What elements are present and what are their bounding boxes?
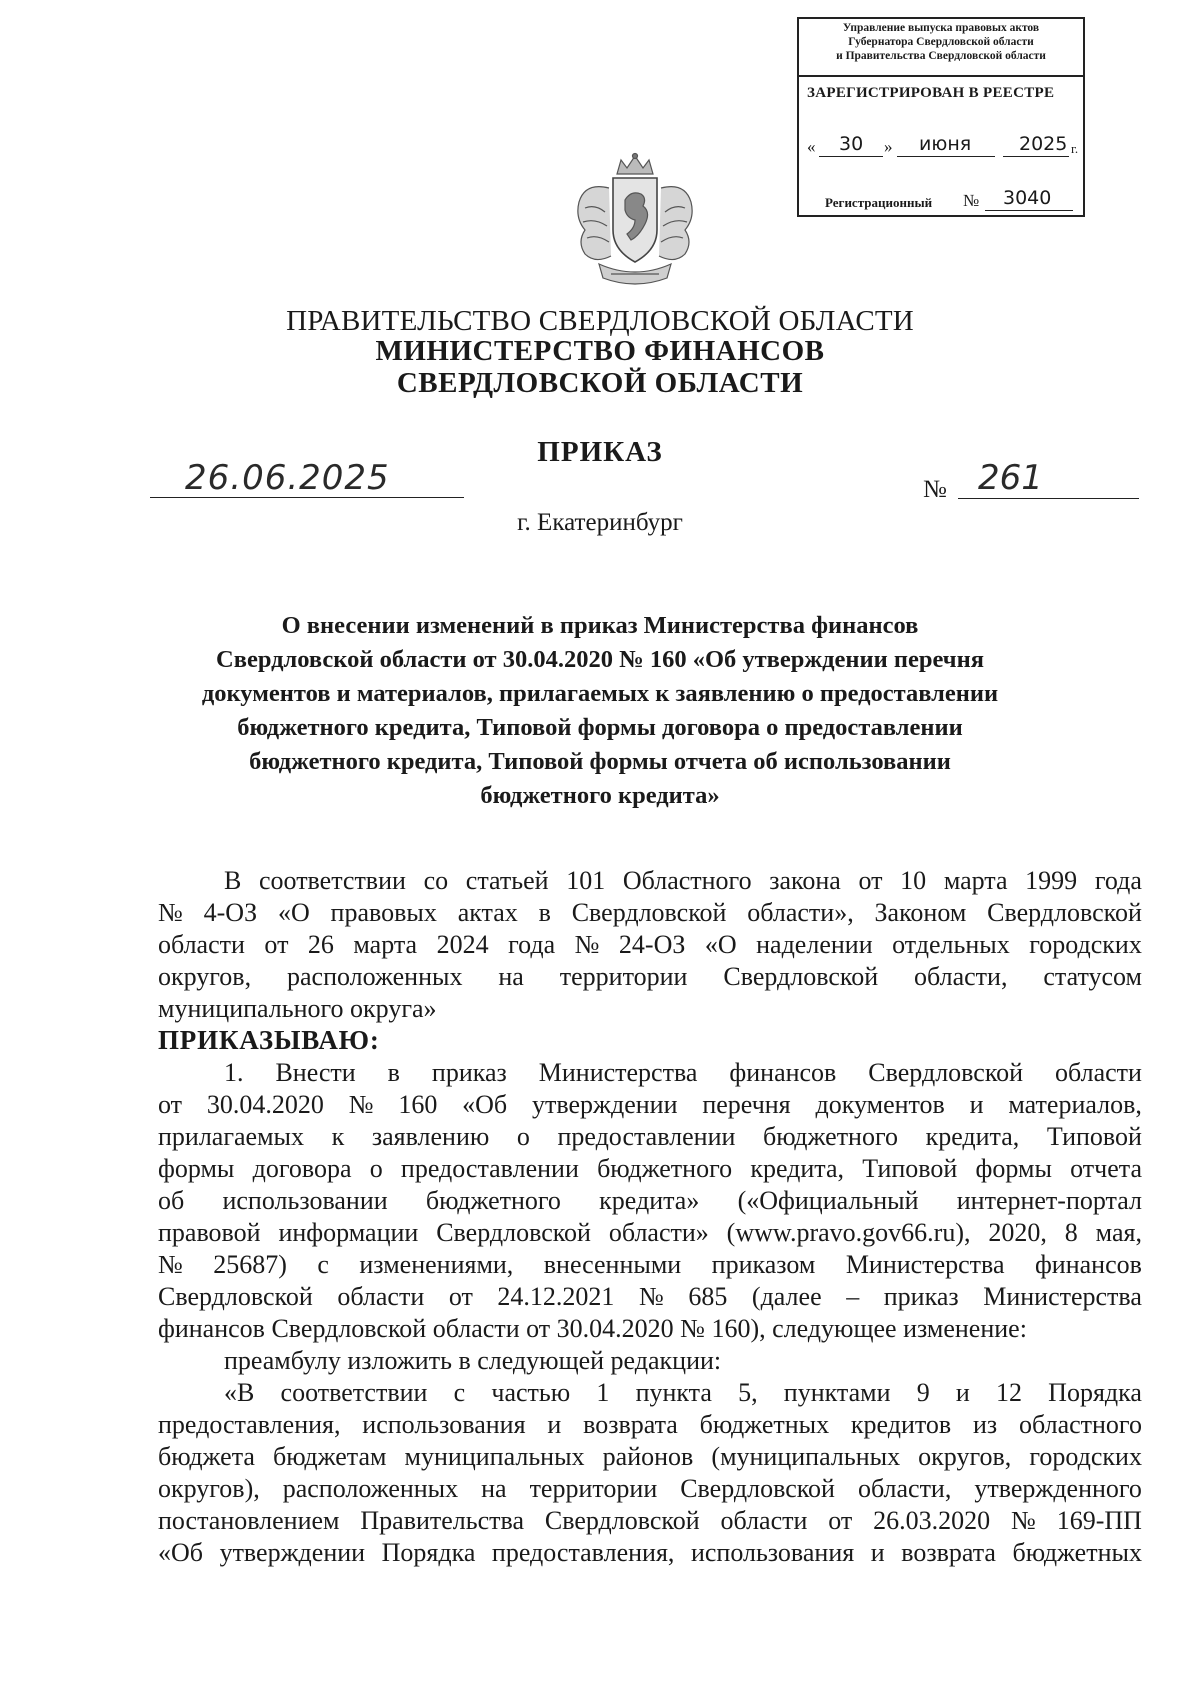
word: возврата xyxy=(583,1410,678,1439)
body-line xyxy=(158,1217,1142,1249)
word: 24.12.2021 xyxy=(497,1282,615,1311)
government-name: ПРАВИТЕЛЬСТВО СВЕРДЛОВСКОЙ ОБЛАСТИ xyxy=(286,305,914,337)
word: изменениями, xyxy=(359,1250,514,1279)
word: В xyxy=(224,866,242,895)
word: кредита, xyxy=(750,1154,845,1183)
word: бюджета xyxy=(158,1442,255,1471)
word: расположенных xyxy=(287,962,463,991)
word: («Официальный xyxy=(737,1186,919,1215)
stamp-month: июня xyxy=(919,133,972,155)
word: договора xyxy=(252,1154,352,1183)
word: области», xyxy=(747,898,854,927)
title-line: бюджетного кредита, Типовой формы договора о предоставлении xyxy=(237,714,963,741)
word: в xyxy=(538,898,551,927)
word: заявлению xyxy=(371,1122,490,1151)
word: области xyxy=(337,1282,425,1311)
word: отчета xyxy=(1070,1154,1142,1183)
word: 160 xyxy=(398,1090,438,1119)
word: 2024 xyxy=(436,930,489,959)
word: кредита, xyxy=(925,1122,1020,1151)
body-line xyxy=(158,929,1142,961)
word: бюджетного xyxy=(597,1154,733,1183)
title-line: документов и материалов, прилагаемых к заявлению о предоставлении xyxy=(201,680,999,707)
word: с xyxy=(317,1250,329,1279)
word: года xyxy=(508,930,556,959)
word: Свердловской xyxy=(680,1474,835,1503)
stamp-quote-open: « xyxy=(807,137,816,156)
word: на xyxy=(481,1474,507,1503)
word: от xyxy=(858,866,883,895)
word: приказ xyxy=(883,1282,959,1311)
word: бюджетам xyxy=(273,1442,387,1471)
word: о xyxy=(516,1122,530,1151)
word: информации xyxy=(278,1218,419,1247)
word: марта xyxy=(353,930,418,959)
word: и xyxy=(547,1410,562,1439)
word: № xyxy=(1011,1506,1036,1535)
word: из xyxy=(973,1410,998,1439)
word: года xyxy=(1094,866,1142,895)
word: частью xyxy=(491,1378,571,1407)
word: пункта xyxy=(635,1378,712,1407)
word: в xyxy=(387,1058,400,1087)
body-line xyxy=(158,1537,1142,1569)
word: № xyxy=(158,898,183,927)
word: округов, xyxy=(158,962,252,991)
word: 5, xyxy=(738,1378,758,1407)
word: городских xyxy=(1029,1442,1142,1471)
word: возврата xyxy=(901,1538,996,1567)
word: Свердловской xyxy=(158,1282,313,1311)
word: статьей xyxy=(465,866,549,895)
body-line xyxy=(158,1185,1142,1217)
word: Порядка xyxy=(381,1538,476,1567)
word: от xyxy=(264,930,289,959)
word: соответствии xyxy=(259,866,406,895)
word: от xyxy=(448,1282,473,1311)
word: прилагаемых xyxy=(158,1122,305,1151)
stamp-reg-no-sign: № xyxy=(963,191,980,210)
word: перечня xyxy=(702,1090,791,1119)
city: г. Екатеринбург xyxy=(517,509,683,536)
body-line: муниципального округа» xyxy=(158,994,437,1023)
word: утвержденного xyxy=(974,1474,1142,1503)
word: кредита» xyxy=(599,1186,700,1215)
stamp-reg-label: Регистрационный xyxy=(825,195,933,210)
word: Министерства xyxy=(538,1058,698,1087)
word: № xyxy=(638,1282,664,1311)
word: 9 xyxy=(916,1378,930,1407)
word: 24-ОЗ xyxy=(618,930,686,959)
word: пунктами xyxy=(783,1378,891,1407)
word: «О xyxy=(277,898,310,927)
word: 12 xyxy=(995,1378,1022,1407)
word: формы xyxy=(158,1154,235,1183)
word: мая, xyxy=(1095,1218,1142,1247)
word: об xyxy=(158,1186,185,1215)
word: использовании xyxy=(222,1186,388,1215)
word: отдельных xyxy=(892,930,1010,959)
word: на xyxy=(498,962,524,991)
word: со xyxy=(423,866,449,895)
order-date: 26.06.2025 xyxy=(185,458,390,498)
word: утверждении xyxy=(532,1090,678,1119)
word: «Об xyxy=(158,1538,204,1567)
word: предоставлении xyxy=(400,1154,579,1183)
word: Свердловской xyxy=(544,1506,700,1535)
word: наделении xyxy=(756,930,873,959)
word: Министерства xyxy=(845,1250,1005,1279)
word: 1 xyxy=(596,1378,610,1407)
coat-of-arms-icon xyxy=(555,152,715,292)
body-line xyxy=(158,1153,1142,1185)
word: 26.03.2020 xyxy=(873,1506,991,1535)
word: округов, xyxy=(918,1442,1012,1471)
word: соответствии xyxy=(280,1378,428,1407)
title-line: бюджетного кредита» xyxy=(480,782,720,809)
word: 10 xyxy=(900,866,927,895)
region-name: СВЕРДЛОВСКОЙ ОБЛАСТИ xyxy=(396,367,804,399)
number-sign: № xyxy=(923,476,947,503)
word: и xyxy=(955,1378,970,1407)
word: правовой xyxy=(158,1218,261,1247)
stamp-header-line: Губернатора Свердловской области xyxy=(848,36,1034,48)
word: области» xyxy=(608,1218,709,1247)
word: марта xyxy=(943,866,1008,895)
word: интернет-портал xyxy=(956,1186,1142,1215)
word: 4-ОЗ xyxy=(203,898,258,927)
word: о xyxy=(369,1154,383,1183)
word: приказом xyxy=(711,1250,816,1279)
word: городских xyxy=(1029,930,1142,959)
word: «О xyxy=(704,930,737,959)
body-line xyxy=(158,1089,1142,1121)
word: Министерства xyxy=(983,1282,1142,1311)
word: бюджетных xyxy=(1012,1538,1142,1567)
word: 8 xyxy=(1064,1218,1078,1247)
word: внесенными xyxy=(543,1250,682,1279)
word: № xyxy=(348,1090,374,1119)
word: 30.04.2020 xyxy=(206,1090,324,1119)
word: к xyxy=(331,1122,345,1151)
date-underline xyxy=(150,497,464,498)
word: области, xyxy=(857,1474,952,1503)
registration-stamp xyxy=(797,17,1085,217)
word: и xyxy=(969,1090,984,1119)
word: 101 xyxy=(566,866,606,895)
word: «Об xyxy=(462,1090,508,1119)
word: финансов xyxy=(729,1058,837,1087)
word: муниципальных xyxy=(404,1442,585,1471)
word: областного xyxy=(1019,1410,1142,1439)
stamp-registration-number xyxy=(825,189,1075,213)
word: (www.pravo.gov66.ru), xyxy=(726,1218,971,1247)
order-number: 261 xyxy=(978,458,1043,498)
body-line xyxy=(158,1441,1142,1473)
word: Свердловской xyxy=(987,898,1142,927)
word: от xyxy=(828,1506,853,1535)
stamp-year-suffix: г. xyxy=(1071,141,1079,156)
word: (далее xyxy=(751,1282,822,1311)
word: формы xyxy=(975,1154,1052,1183)
title-line: бюджетного кредита, Типовой формы отчета об использовании xyxy=(249,748,951,775)
stamp-day: 30 xyxy=(839,133,864,155)
decree-word: ПРИКАЗЫВАЮ: xyxy=(158,1025,380,1055)
word: закона xyxy=(769,866,841,895)
word: документов xyxy=(815,1090,945,1119)
word: 1999 xyxy=(1025,866,1078,895)
word: постановлением xyxy=(158,1506,340,1535)
word: с xyxy=(453,1378,466,1407)
word: области, xyxy=(914,962,1008,991)
word: кредитов xyxy=(850,1410,952,1439)
body-line xyxy=(158,865,1142,897)
word: бюджетных xyxy=(699,1410,830,1439)
stamp-header-line: Управление выпуска правовых актов xyxy=(842,22,1040,34)
word: правовых xyxy=(330,898,437,927)
title-line: Свердловской области от 30.04.2020 № 160 «Об утверждении перечня xyxy=(216,646,984,673)
word: предоставлении xyxy=(557,1122,736,1151)
word: статусом xyxy=(1043,962,1142,991)
word: Законом xyxy=(874,898,967,927)
word: Типовой xyxy=(862,1154,958,1183)
word: Областного xyxy=(622,866,752,895)
stamp-header-line: и Правительства Свердловской области xyxy=(836,50,1046,62)
word: 2020, xyxy=(988,1218,1047,1247)
word: актах xyxy=(457,898,518,927)
stamp-year: 2025 xyxy=(1019,133,1068,155)
word: № xyxy=(158,1250,183,1279)
word: территории xyxy=(529,1474,658,1503)
body-line xyxy=(158,1473,1142,1505)
body-line xyxy=(158,1409,1142,1441)
word: использования xyxy=(690,1538,855,1567)
stamp-date xyxy=(807,135,1079,159)
word: и xyxy=(870,1538,885,1567)
word: утверждении xyxy=(219,1538,366,1567)
word: финансов xyxy=(1034,1250,1142,1279)
body-line xyxy=(158,1505,1142,1537)
word: 169-ПП xyxy=(1056,1506,1142,1535)
word: от xyxy=(158,1090,183,1119)
word: использования xyxy=(362,1410,526,1439)
word: (муниципальных xyxy=(711,1442,901,1471)
word: Свердловской xyxy=(723,962,879,991)
word: материалов, xyxy=(1008,1090,1142,1119)
body-line xyxy=(158,897,1142,929)
word: Свердловской xyxy=(436,1218,591,1247)
word: расположенных xyxy=(282,1474,459,1503)
word: Правительства xyxy=(360,1506,524,1535)
word: «В xyxy=(224,1378,255,1407)
body-line xyxy=(158,1121,1142,1153)
word: 26 xyxy=(307,930,334,959)
title-line: О внесении изменений в приказ Министерства финансов xyxy=(281,612,919,639)
word: 1. xyxy=(224,1058,244,1087)
body-line xyxy=(158,1249,1142,1281)
body-line xyxy=(158,961,1142,993)
document-type: ПРИКАЗ xyxy=(537,436,663,468)
stamp-quote-close: » xyxy=(884,137,893,156)
ministry-name: МИНИСТЕРСТВО ФИНАНСОВ xyxy=(375,335,825,367)
word: округов), xyxy=(158,1474,260,1503)
word: 685 xyxy=(688,1282,728,1311)
body-line xyxy=(158,1377,1142,1409)
number-underline xyxy=(958,498,1139,499)
word: 25687) xyxy=(213,1250,287,1279)
word: Типовой xyxy=(1046,1122,1142,1151)
stamp-header xyxy=(799,19,1083,77)
word: предоставления, xyxy=(158,1410,341,1439)
stamp-registered-label: ЗАРЕГИСТРИРОВАН В РЕЕСТРЕ xyxy=(807,85,1055,101)
word: области xyxy=(1055,1058,1142,1087)
word: территории xyxy=(559,962,688,991)
body-line: финансов Свердловской области от 30.04.2020 № 160), следующее изменение: xyxy=(158,1314,1027,1343)
word: приказ xyxy=(431,1058,507,1087)
word: Внести xyxy=(275,1058,356,1087)
word: районов xyxy=(602,1442,694,1471)
document-title xyxy=(150,609,1050,813)
body-line xyxy=(158,1281,1142,1313)
word: предоставления, xyxy=(491,1538,675,1567)
word: – xyxy=(846,1282,860,1311)
word: № xyxy=(574,930,600,959)
word: Порядка xyxy=(1048,1378,1142,1407)
stamp-reg-number: 3040 xyxy=(1003,187,1052,209)
word: области xyxy=(720,1506,808,1535)
word: бюджетного xyxy=(425,1186,561,1215)
word: бюджетного xyxy=(762,1122,898,1151)
body-line: преамбулу изложить в следующей редакции: xyxy=(224,1346,722,1375)
word: Свердловской xyxy=(868,1058,1024,1087)
word: Свердловской xyxy=(571,898,727,927)
word: области xyxy=(158,930,245,959)
body-line xyxy=(158,1057,1142,1089)
